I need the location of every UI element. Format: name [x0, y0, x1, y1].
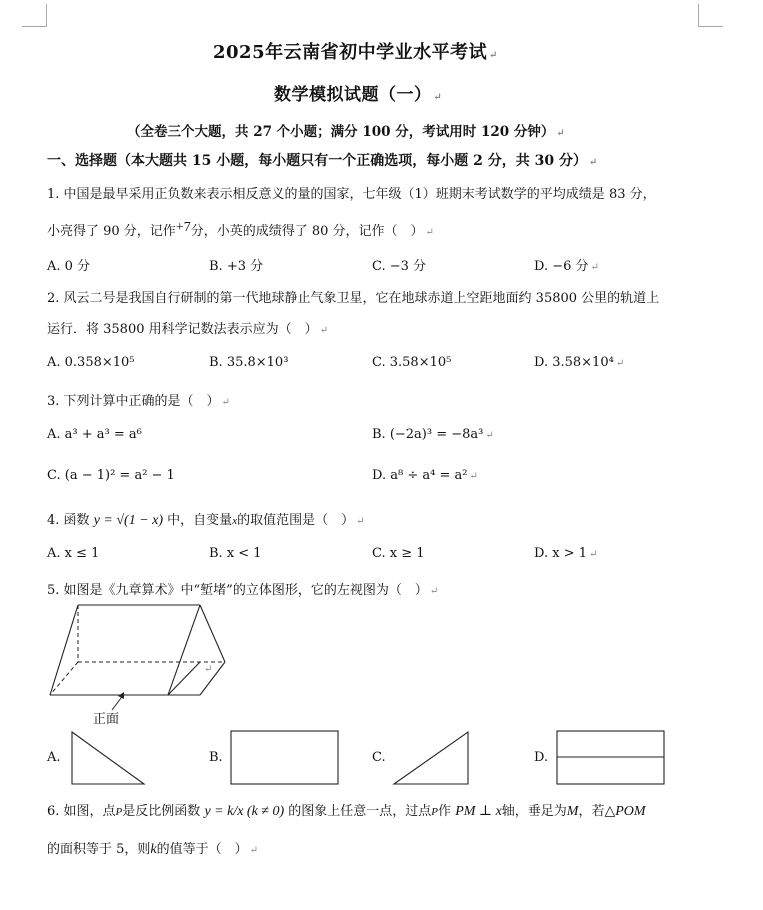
q6-line1: 6. 如图，点P是反比例函数 y = k/x (k ≠ 0) 的图象上任意一点，过点P作 PM ⊥ x轴，垂足为M，若△POM — [47, 804, 646, 819]
q5-option-c-triangle — [392, 730, 470, 786]
q2-option-d: D. 3.58×10⁴ ↵ — [534, 355, 625, 370]
q3-option-d: D. a⁸ ÷ a⁴ = a² ↵ — [372, 468, 478, 483]
q2-option-a: A. 0.358×10⁵ — [47, 355, 135, 370]
q5-stem: 5. 如图是《九章算术》中“堑堵”的立体图形，它的左视图为（ ） ↵ — [47, 583, 439, 598]
q1-option-a: A. 0 分 — [47, 259, 91, 274]
q1-option-c: C. −3 分 — [372, 259, 427, 274]
exam-note: （全卷三个大题，共 27 个小题；满分 100 分，考试用时 120 分钟） ↵ — [127, 124, 565, 140]
q4-stem: 4. 函数 y = √(1 − x) 中，自变量x的取值范围是（ ） ↵ — [47, 513, 365, 528]
corner-mark-top-right — [698, 4, 723, 27]
figure-return-mark: ↵ — [204, 664, 213, 675]
q5-option-b-rectangle — [230, 730, 340, 786]
q1-line1: 1. 中国是最早采用正负数来表示相反意义的量的国家，七年级（1）班期末考试数学的平均成绩是 83 分， — [47, 187, 656, 202]
q2-option-b: B. 35.8×10³ — [209, 355, 289, 370]
q3-option-c: C. (a − 1)² = a² − 1 — [47, 468, 175, 483]
exam-subtitle: 数学模拟试题（一） ↵ — [274, 85, 443, 105]
q1-option-b: B. +3 分 — [209, 259, 264, 274]
q3-stem: 3. 下列计算中正确的是（ ） ↵ — [47, 394, 230, 409]
q5-option-b-label: B. — [209, 750, 223, 765]
q6-function: y = k/x (k ≠ 0) — [204, 804, 285, 819]
q5-option-a-label: A. — [47, 750, 61, 765]
q5-option-d-label: D. — [534, 750, 549, 765]
q4-function: y = √(1 − x) — [93, 513, 164, 528]
q6-line2: 的面积等于 5，则k的值等于（ ） ↵ — [47, 842, 259, 857]
q3-option-b: B. (−2a)³ = −8a³ ↵ — [372, 427, 494, 442]
section-heading: 一、选择题（本大题共 15 小题，每小题只有一个正确选项，每小题 2 分，共 30 分） ↵ — [47, 153, 598, 169]
front-label: 正面 — [93, 712, 120, 727]
q5-option-a-triangle — [70, 730, 146, 786]
q4-option-d: D. x > 1 ↵ — [534, 546, 598, 561]
q2-option-c: C. 3.58×10⁵ — [372, 355, 452, 370]
q1-line2: 小亮得了 90 分，记作+7分，小英的成绩得了 80 分，记作（ ） ↵ — [47, 220, 434, 239]
q2-line2: 运行．将 35800 用科学记数法表示应为（ ） ↵ — [47, 322, 329, 337]
q4-option-c: C. x ≥ 1 — [372, 546, 425, 561]
q1-option-d: D. −6 分 ↵ — [534, 259, 599, 274]
q3-option-a: A. a³ + a³ = a⁶ — [47, 427, 142, 442]
q5-option-c-label: C. — [372, 750, 386, 765]
q4-option-b: B. x < 1 — [209, 546, 262, 561]
exam-title: 2025年云南省初中学业水平考试 ↵ — [213, 42, 498, 63]
q2-line1: 2. 风云二号是我国自行研制的第一代地球静止气象卫星，它在地球赤道上空距地面约 35800 公里的轨道上 — [47, 291, 660, 306]
q5-option-d-rectangle — [556, 730, 666, 786]
q4-option-a: A. x ≤ 1 — [47, 546, 100, 561]
corner-mark-top-left — [22, 4, 47, 27]
